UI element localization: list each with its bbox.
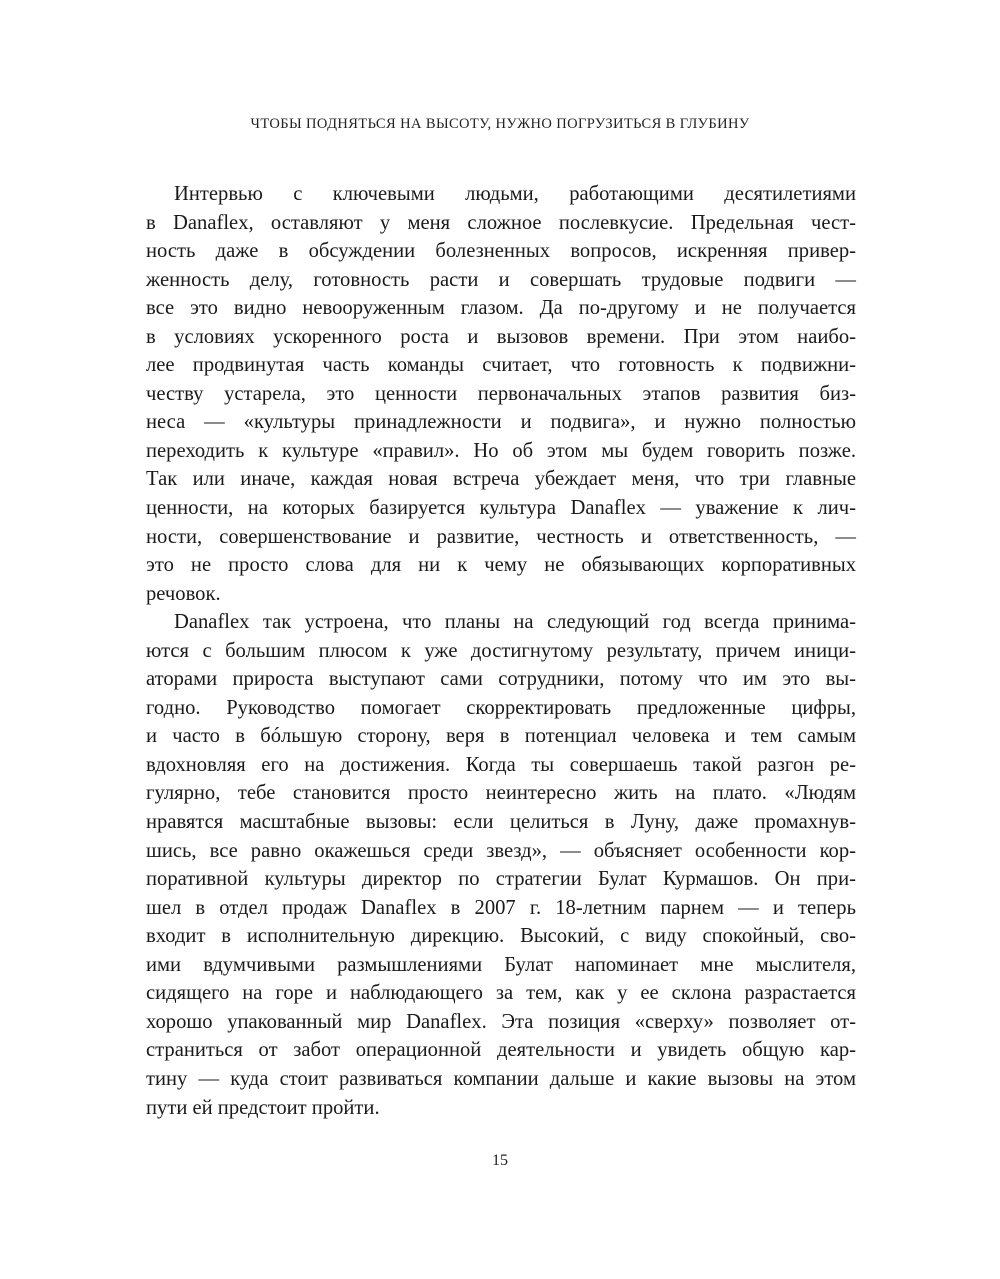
text-line: шел в отдел продаж Danaflex в 2007 г. 18-летним парнем — и теперь: [146, 896, 856, 919]
text-line: хорошо упакованный мир Danaflex. Эта позиция «сверху» позволяет от-: [146, 1010, 856, 1033]
text-line: все это видно невооруженным глазом. Да по-другому и не получается: [146, 297, 856, 320]
running-head: ЧТОБЫ ПОДНЯТЬСЯ НА ВЫСОТУ, НУЖНО ПОГРУЗИТЬСЯ В ГЛУБИНУ: [250, 116, 750, 132]
text-line: честву устарела, это ценности первоначальных этапов развития биз-: [146, 382, 856, 405]
text-line: шись, все равно окажешься среди звезд», — объясняет особенности кор-: [146, 839, 856, 862]
text-line: аторами прироста выступают сами сотрудники, потому что им это вы-: [146, 668, 856, 691]
text-line: Интервью с ключевыми людьми, работающими десятилетиями: [174, 183, 856, 205]
text-line: лее продвинутая часть команды считает, что готовность к подвижни-: [146, 354, 856, 377]
text-line: ими вдумчивыми размышлениями Булат напоминает мне мыслителя,: [146, 953, 856, 976]
text-line: неса — «культуры принадлежности и подвига», и нужно полностью: [146, 411, 856, 434]
text-line: переходить к культуре «правил». Но об этом мы будем говорить позже.: [146, 439, 856, 462]
text-line: ценности, на которых базируется культура Danaflex — уважение к лич-: [146, 497, 856, 520]
text-line: годно. Руководство помогает скорректировать предложенные цифры,: [146, 696, 856, 719]
text-line: гулярно, тебе становится просто неинтересно жить на плато. «Людям: [146, 782, 856, 805]
text-line: сидящего на горе и наблюдающего за тем, как у ее склона разрастается: [146, 982, 856, 1005]
text-line: ность даже в обсуждении болезненных вопросов, искренняя привер-: [146, 240, 856, 263]
text-line: женность делу, готовность расти и совершать трудовые подвиги —: [146, 268, 856, 291]
text-line: поративной культуры директор по стратегии Булат Курмашов. Он при-: [146, 868, 856, 891]
text-line: вдохновляя его на достижения. Когда ты совершаешь такой разгон ре-: [146, 753, 856, 776]
text-line: ются с большим плюсом к уже достигнутому результату, причем иници-: [146, 639, 856, 662]
text-line: Danaflex так устроена, что планы на следующий год всегда принима-: [174, 611, 856, 634]
body-text: [146, 180, 856, 1122]
text-line: входит в исполнительную дирекцию. Высокий, с виду спокойный, сво-: [146, 925, 856, 948]
text-line: в Danaflex, оставляют у меня сложное послевкусие. Предельная чест-: [146, 211, 856, 234]
text-line: и часто в бóльшую сторону, веря в потенциал человека и тем самым: [146, 725, 856, 748]
text-line: речовок.: [146, 582, 221, 605]
text-line: нравятся масштабные вызовы: если целиться в Луну, даже промахнув-: [146, 811, 856, 834]
text-line: в условиях ускоренного роста и вызовов времени. При этом наибо-: [146, 325, 856, 348]
text-line: страниться от забот операционной деятельности и увидеть общую кар-: [146, 1039, 856, 1062]
text-line: пути ей предстоит пройти.: [146, 1096, 380, 1119]
text-line: Так или иначе, каждая новая встреча убеждает меня, что три главные: [146, 468, 856, 491]
page-number: 15: [492, 1152, 508, 1169]
paragraph-2: [146, 608, 856, 1122]
paragraph-1: [146, 180, 856, 608]
text-line: ности, совершенствование и развитие, честность и ответственность, —: [146, 525, 856, 548]
text-line: это не просто слова для ни к чему не обязывающих корпоративных: [146, 554, 856, 577]
text-line: тину — куда стоит развиваться компании дальше и какие вызовы на этом: [146, 1067, 856, 1090]
